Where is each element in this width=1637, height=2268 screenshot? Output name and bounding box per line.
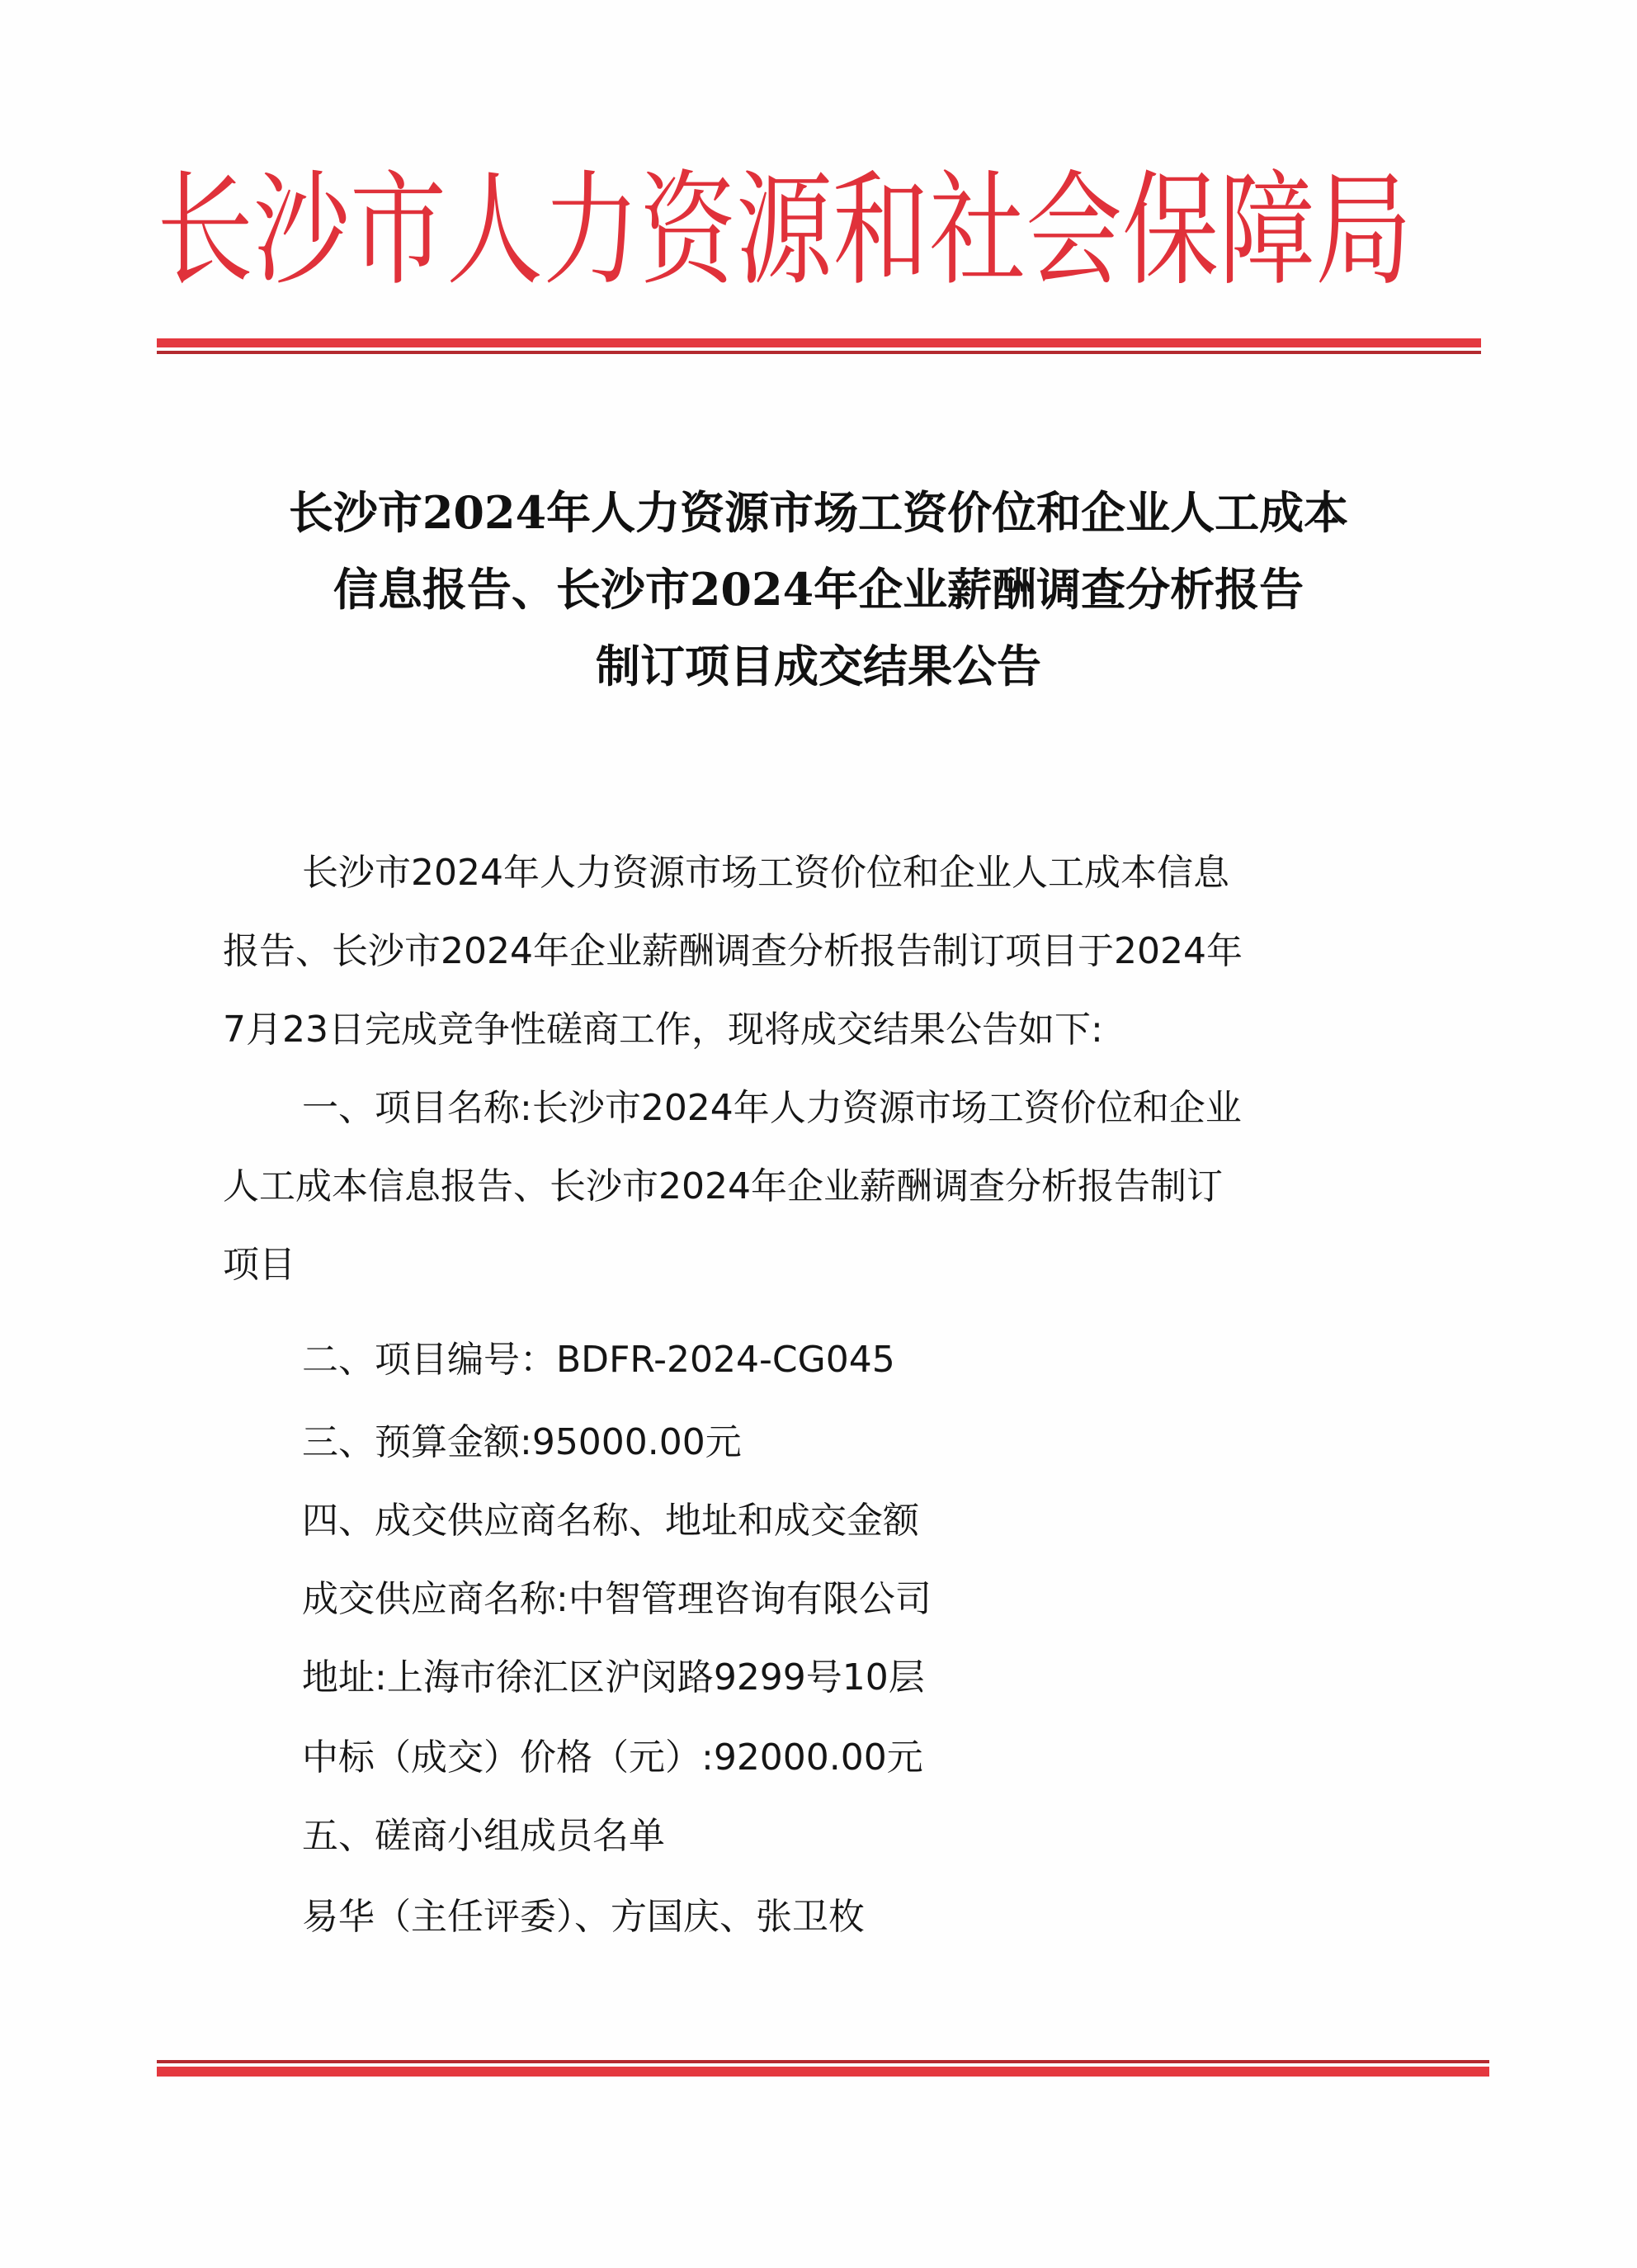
project-number: 二、项目编号：BDFR-2024-CG045 <box>302 1339 895 1381</box>
letterhead-char: 保 <box>1122 159 1219 303</box>
budget-amount: 三、预算金额:95000.00元 <box>302 1421 742 1463</box>
letterhead-title <box>157 159 1413 303</box>
project-name-line-1: 一、项目名称:长沙市2024年人力资源市场工资价位和企业 <box>302 1087 1242 1129</box>
letterhead-char: 源 <box>736 159 833 303</box>
project-name-line-2: 人工成本信息报告、长沙市2024年企业薪酬调查分析报告制订 <box>223 1165 1223 1207</box>
deal-price: 中标（成交）价格（元）:92000.00元 <box>302 1736 923 1779</box>
letterhead-char: 沙 <box>253 159 351 303</box>
letterhead-divider-thin <box>157 351 1481 354</box>
supplier-section-heading: 四、成交供应商名称、地址和成交金额 <box>302 1500 919 1542</box>
letterhead-char: 市 <box>350 159 447 303</box>
title-line-3: 制订项目成交结果公告 <box>596 640 1041 692</box>
letterhead-char: 力 <box>543 159 640 303</box>
panel-section-heading: 五、磋商小组成员名单 <box>302 1815 665 1857</box>
title-line-2: 信息报告、长沙市2024年企业薪酬调查分析报告 <box>333 563 1304 616</box>
panel-members: 易华（主任评委）、方国庆、张卫枚 <box>302 1896 865 1938</box>
title-line-1: 长沙市2024年人力资源市场工资价位和企业人工成本 <box>288 486 1349 539</box>
supplier-address: 地址:上海市徐汇区沪闵路9299号10层 <box>302 1656 925 1699</box>
letterhead-char: 会 <box>1026 159 1123 303</box>
footer-divider-thick <box>157 2067 1489 2077</box>
intro-paragraph-line-1: 长沙市2024年人力资源市场工资价位和企业人工成本信息 <box>302 852 1229 894</box>
letterhead-char: 资 <box>639 159 737 303</box>
intro-paragraph-line-2: 报告、长沙市2024年企业薪酬调查分析报告制订项目于2024年 <box>223 930 1243 972</box>
letterhead-char: 社 <box>929 159 1026 303</box>
letterhead-char: 和 <box>833 159 930 303</box>
letterhead-divider-thick <box>157 338 1481 347</box>
footer-divider-thin <box>157 2060 1489 2063</box>
letterhead-char: 长 <box>157 159 254 303</box>
letterhead-char: 局 <box>1315 159 1413 303</box>
document-title <box>0 475 1637 705</box>
intro-paragraph-line-3: 7月23日完成竞争性磋商工作，现将成交结果公告如下: <box>223 1009 1103 1051</box>
letterhead-char: 人 <box>446 159 544 303</box>
letterhead-char: 障 <box>1219 159 1316 303</box>
supplier-name: 成交供应商名称:中智管理咨询有限公司 <box>302 1578 932 1620</box>
project-name-line-3: 项目 <box>223 1244 295 1286</box>
